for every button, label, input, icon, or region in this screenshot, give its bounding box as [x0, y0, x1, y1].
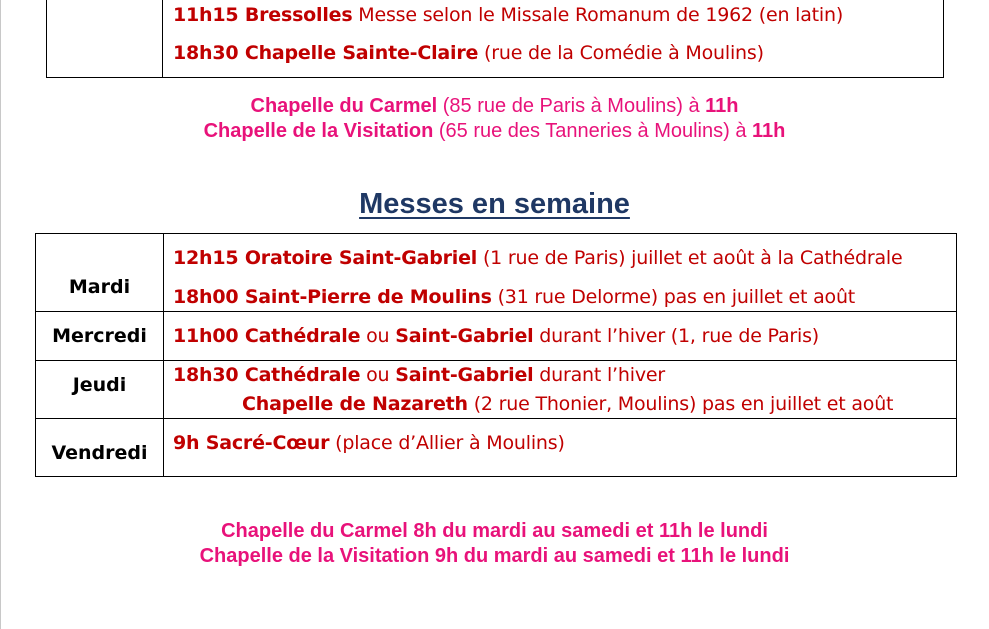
- mass-connector: ou: [360, 364, 396, 386]
- mass-time-place: 18h30 Cathédrale: [173, 364, 361, 386]
- mardi-entry-2: [173, 286, 855, 308]
- day-label-mardi: Mardi: [68, 276, 131, 298]
- mass-place: Saint-Gabriel: [395, 325, 534, 347]
- mass-details: Messe selon le Missale Romanum de 1962 (en latin): [352, 4, 844, 26]
- mass-entry-sainte-claire: [173, 42, 764, 64]
- mass-details: (31 rue Delorme) pas en juillet et août: [491, 286, 856, 308]
- mass-details: durant l’hiver: [533, 364, 665, 386]
- section-title: Messes en semaine: [359, 188, 630, 220]
- mass-time-place: 18h00 Saint-Pierre de Moulins: [173, 286, 492, 308]
- sunday-mass-table-fragment: [46, 0, 944, 78]
- row-divider: [36, 311, 956, 312]
- chapel-time: 11h: [752, 120, 786, 142]
- mass-time-place: 11h00 Cathédrale: [173, 325, 361, 347]
- table-column-divider: [162, 0, 163, 77]
- mass-details: (1 rue de Paris) juillet et août à la Cathédrale: [477, 247, 903, 269]
- mass-details: (place d’Allier à Moulins): [329, 432, 565, 454]
- sunday-chapel-visitation: [0, 120, 989, 143]
- sunday-chapel-carmel: [0, 95, 989, 118]
- weekday-chapel-carmel: Chapelle du Carmel 8h du mardi au samedi et 11h le lundi: [221, 520, 768, 542]
- mardi-entry-1: [173, 247, 902, 269]
- weekday-mass-table: [35, 233, 957, 477]
- jeudi-entry-1: [173, 364, 665, 386]
- chapel-name: Chapelle de la Visitation: [203, 120, 434, 142]
- mass-time-place: 18h30 Chapelle Sainte-Claire: [173, 42, 479, 64]
- chapel-name: Chapelle du Carmel: [250, 95, 438, 117]
- row-divider: [36, 360, 956, 361]
- mass-entry-bressolles: [173, 4, 843, 26]
- mass-time-place: 9h Sacré-Cœur: [173, 432, 330, 454]
- mass-connector: ou: [360, 325, 396, 347]
- mass-details: durant l’hiver (1, rue de Paris): [533, 325, 820, 347]
- day-label-jeudi: Jeudi: [72, 374, 127, 396]
- row-divider: [36, 418, 956, 419]
- day-label-mercredi: Mercredi: [52, 325, 147, 347]
- mass-place: Chapelle de Nazareth: [242, 393, 468, 415]
- mass-details: (2 rue Thonier, Moulins) pas en juillet et août: [467, 393, 894, 415]
- vendredi-entry: [173, 432, 565, 454]
- table-column-divider: [163, 234, 164, 476]
- chapel-address: (65 rue des Tanneries à Moulins) à: [433, 120, 753, 142]
- jeudi-entry-2: [242, 393, 893, 415]
- weekday-chapel-visitation: Chapelle de la Visitation 9h du mardi au samedi et 11h le lundi: [199, 545, 790, 567]
- chapel-address: (85 rue de Paris à Moulins) à: [437, 95, 706, 117]
- mass-time-place: 11h15 Bressolles: [173, 4, 353, 26]
- chapel-time: 11h: [705, 95, 739, 117]
- mass-place: Saint-Gabriel: [395, 364, 534, 386]
- mass-details: (rue de la Comédie à Moulins): [478, 42, 764, 64]
- mercredi-entry: [173, 325, 819, 347]
- mass-time-place: 12h15 Oratoire Saint-Gabriel: [173, 247, 478, 269]
- day-label-vendredi: Vendredi: [51, 442, 148, 464]
